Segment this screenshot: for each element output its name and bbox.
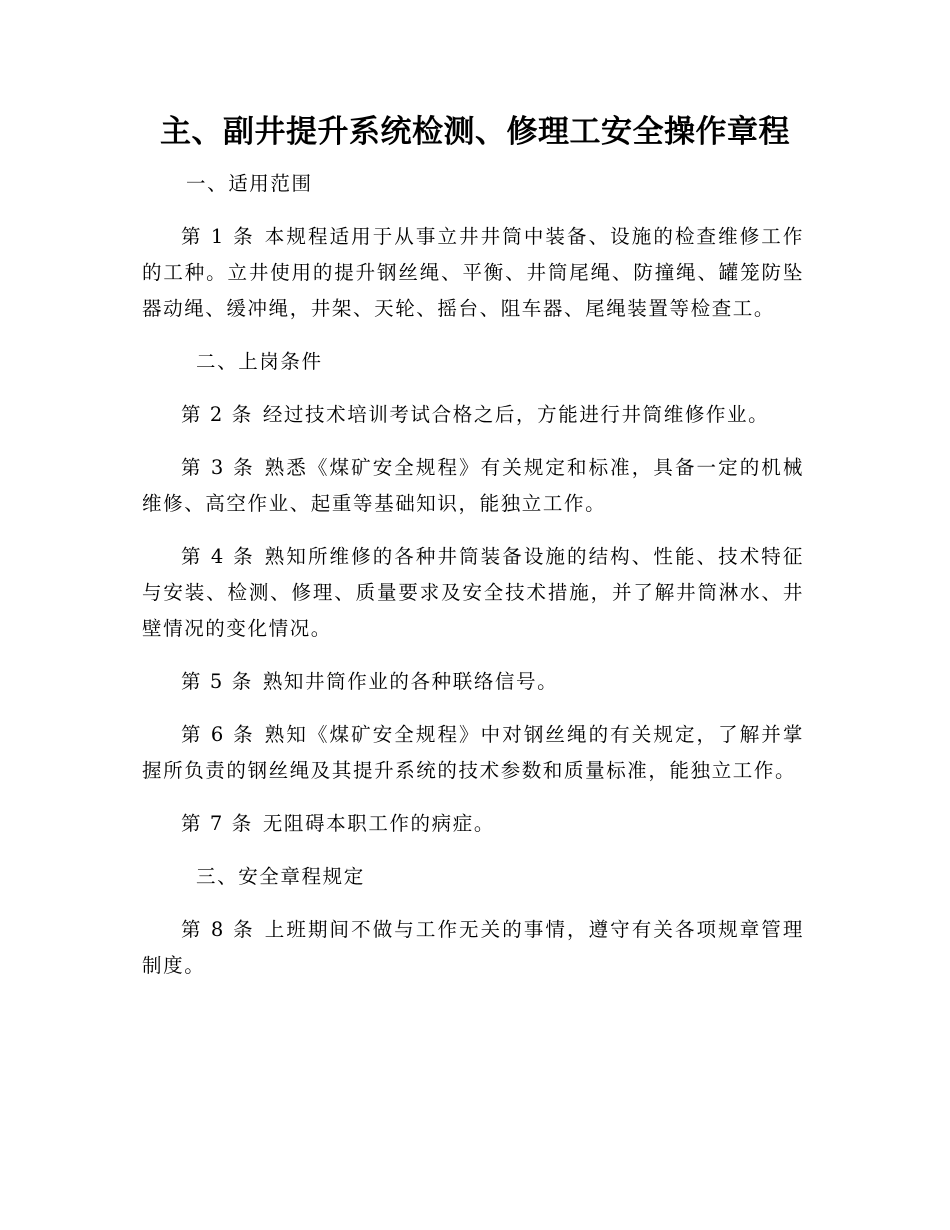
article-number: 第 6 条 [181,723,255,746]
article-2 [142,397,804,433]
article-number: 第 3 条 [181,456,255,479]
article-8 [142,912,804,984]
article-text: 熟知所维修的各种井筒装备设施的结构、性能、技术特征与安装、检测、修理、质量要求及安全技术措施，并了解井筒淋水、井壁情况的变化情况。 [142,545,804,640]
article-number: 第 8 条 [181,918,255,941]
article-3 [142,450,804,522]
article-number: 第 2 条 [181,403,253,426]
article-4 [142,539,804,647]
article-text: 熟悉《煤矿安全规程》有关规定和标准，具备一定的机械维修、高空作业、起重等基础知识，能独立工作。 [142,456,804,515]
article-text: 熟知《煤矿安全规程》中对钢丝绳的有关规定，了解并掌握所负责的钢丝绳及其提升系统的技术参数和质量标准，能独立工作。 [142,723,804,782]
article-text: 无阻碍本职工作的病症。 [262,812,495,835]
article-text: 本规程适用于从事立井井筒中装备、设施的检查维修工作的工种。立井使用的提升钢丝绳、平衡、井筒尾绳、防撞绳、罐笼防坠器动绳、缓冲绳，井架、天轮、摇台、阻车器、尾绳装置等检查工。 [142,225,804,320]
article-7 [142,806,804,842]
article-text: 上班期间不做与工作无关的事情，遵守有关各项规章管理制度。 [142,918,804,977]
article-6 [142,717,804,789]
article-number: 第 5 条 [181,670,253,693]
article-text: 熟知井筒作业的各种联络信号。 [262,670,559,693]
article-number: 第 7 条 [181,812,253,835]
article-5 [142,664,804,700]
section-heading-scope: 一、适用范围 [186,172,313,195]
section-heading-safety-rules: 三、安全章程规定 [196,865,365,888]
article-number: 第 4 条 [181,545,255,568]
section-heading-qualifications: 二、上岗条件 [196,350,323,373]
article-text: 经过技术培训考试合格之后，方能进行井筒维修作业。 [262,403,770,426]
document-title: 主、副井提升系统检测、修理工安全操作章程 [160,114,790,150]
article-number: 第 1 条 [181,225,255,248]
document-body [142,166,804,984]
article-1 [142,219,804,327]
